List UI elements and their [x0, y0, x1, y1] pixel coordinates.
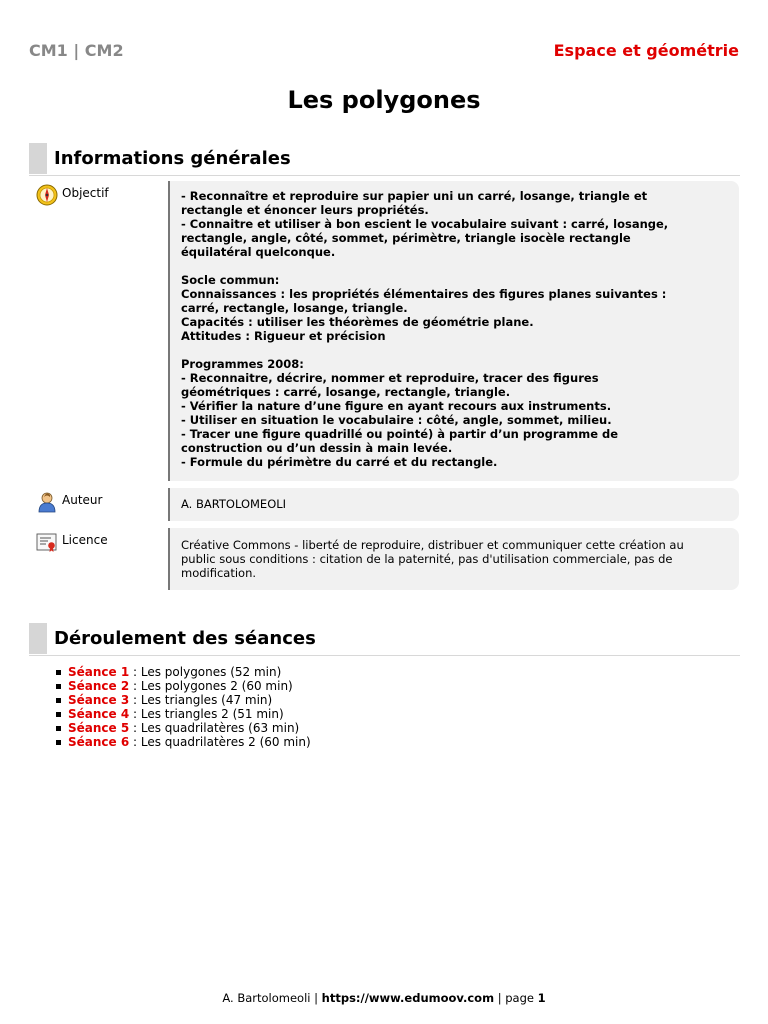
bullet: [56, 698, 61, 703]
bullet: [56, 726, 61, 731]
level-label: CM1 | CM2: [29, 41, 124, 60]
objectif-row-label: [36, 184, 109, 206]
footer-link[interactable]: https://www.edumoov.com: [321, 991, 495, 1005]
objectif-text: - Reconnaître et reproduire sur papier uni un carré, losange, triangle et rectangle et énoncer leurs propriétés. - Connaitre et utiliser à bon escient le vocabulaire suivant : carré, losange, rectangle, angle, côté, sommet, périmètre, triangle isocèle rectangle équilatéral quelconque. Socle commun: Connaissances : les propriétés élémentaires des figures planes suivantes : carré, rectangle, losange, triangle. Capacités : utiliser les théorèmes de géométrie plane. Attitudes : Rigueur et précision Programmes 2008: - Reconnaitre, décrire, nommer et reproduire, tracer des figures géométriques : carré, losange, rectangle, triangle. - Vérifier la nature d’une figure en ayant recours aux instruments. - Utiliser en situation le vocabulaire : côté, angle, sommet, milieu. - Tracer une figure quadrillé ou pointé) à partir d’un programme de construction ou d’un dessin à main levée. - Formule du périmètre du carré et du rectangle.: [181, 189, 669, 469]
bullet: [56, 684, 61, 689]
section-title-seances: Déroulement des séances: [54, 628, 316, 649]
certificate-icon: [36, 531, 58, 553]
seance-link[interactable]: Séance 1: [68, 665, 130, 679]
auteur-text: A. BARTOLOMEOLI: [181, 497, 287, 511]
seance-link[interactable]: Séance 4: [68, 707, 130, 721]
user-icon: [36, 491, 58, 513]
list-item: [56, 721, 311, 735]
auteur-row-label: [36, 491, 102, 513]
objectif-box: [168, 181, 739, 481]
licence-row-label: [36, 531, 108, 553]
seance-description: : Les triangles (47 min): [129, 693, 273, 707]
page-title: Les polygones: [287, 86, 481, 114]
seance-link[interactable]: Séance 5: [68, 721, 130, 735]
section-seances: [29, 623, 740, 656]
list-item: [56, 679, 311, 693]
licence-label: Licence: [62, 533, 108, 547]
licence-box: [168, 528, 739, 590]
seance-description: : Les triangles 2 (51 min): [129, 707, 284, 721]
list-item: [56, 693, 311, 707]
auteur-box: [168, 488, 739, 521]
seance-link[interactable]: Séance 3: [68, 693, 130, 707]
seances-list: [56, 665, 311, 749]
list-item: [56, 665, 311, 679]
seance-description: : Les quadrilatères (63 min): [129, 721, 300, 735]
footer-author: A. Bartolomeoli |: [222, 991, 322, 1005]
auteur-label: Auteur: [62, 493, 103, 507]
section-marker: [29, 623, 47, 654]
section-informations: [29, 143, 740, 176]
section-title-informations: Informations générales: [54, 148, 291, 169]
page-footer: [0, 991, 768, 1005]
section-marker: [29, 143, 47, 174]
subject-label: Espace et géométrie: [553, 41, 739, 60]
footer-page-prefix: | page: [494, 991, 538, 1005]
compass-icon: [36, 184, 58, 206]
list-item: [56, 707, 311, 721]
bullet: [56, 712, 61, 717]
licence-text: Créative Commons - liberté de reproduire, distribuer et communiquer cette création au public sous conditions : citation de la paternité, pas d'utilisation commerciale, pas de modification.: [181, 538, 684, 580]
seance-link[interactable]: Séance 2: [68, 679, 130, 693]
bullet: [56, 670, 61, 675]
seance-description: : Les quadrilatères 2 (60 min): [129, 735, 311, 749]
seance-description: : Les polygones (52 min): [129, 665, 282, 679]
list-item: [56, 735, 311, 749]
footer-page-number: 1: [537, 991, 546, 1005]
seance-link[interactable]: Séance 6: [68, 735, 130, 749]
objectif-label: Objectif: [62, 186, 109, 200]
bullet: [56, 740, 61, 745]
seance-description: : Les polygones 2 (60 min): [129, 679, 293, 693]
